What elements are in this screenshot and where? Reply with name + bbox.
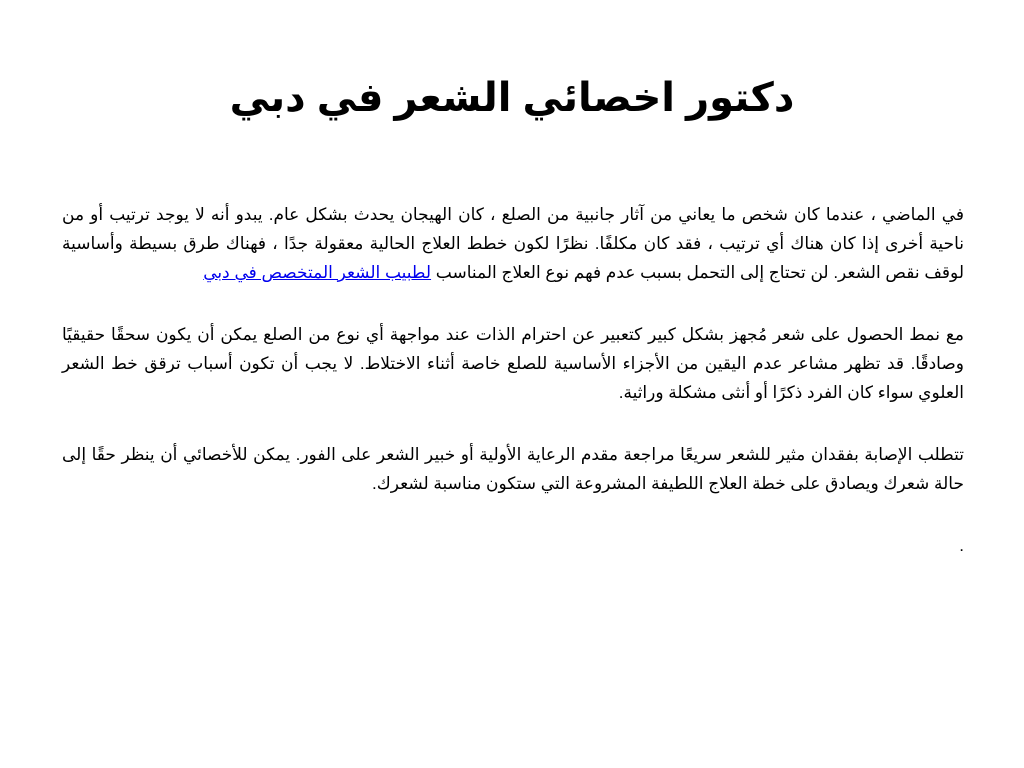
- paragraph-1: [62, 200, 964, 287]
- paragraph-3: تتطلب الإصابة بفقدان مثير للشعر سريعًا مراجعة مقدم الرعاية الأولية أو خبير الشعر على الفور. يمكن للأخصائي أن ينظر حقًا إلى حالة شعرك ويصادق على خطة العلاج اللطيفة المشروعة التي ستكون مناسبة لشعرك.: [62, 445, 964, 493]
- paragraph-4: .: [959, 536, 964, 555]
- paragraph-1-text: في الماضي ، عندما كان شخص ما يعاني من آثار جانبية من الصلع ، كان الهيجان يحدث بشكل عام. يبدو أنه لا يوجد ترتيب أو من ناحية أخرى إذا كان هناك أي ترتيب ، فقد كان مكلفًا. نظرًا لكون خطط العلاج الحالية معقولة جدًا ، فهناك طرق بسيطة وأساسية لوقف نقص الشعر. لن تحتاج إلى التحمل بسبب عدم فهم نوع العلاج المناسب: [62, 205, 964, 282]
- paragraph-2: مع نمط الحصول على شعر مُجهز بشكل كبير كتعبير عن احترام الذات عند مواجهة أي نوع من الصلع يمكن أن يكون سحقًا حقيقيًا وصادقًا. قد تظهر مشاعر عدم اليقين من الأجزاء الأساسية للصلع خاصة أثناء الاختلاط. لا يجب أن تكون أسباب ترقق خط الشعر العلوي سواء كان الفرد ذكرًا أو أنثى مشكلة وراثية.: [62, 325, 964, 402]
- slide-body: [62, 200, 964, 560]
- page-title: دكتور اخصائي الشعر في دبي: [229, 76, 795, 120]
- hair-specialist-dubai-link[interactable]: لطبيب الشعر المتخصص في دبي: [203, 263, 432, 282]
